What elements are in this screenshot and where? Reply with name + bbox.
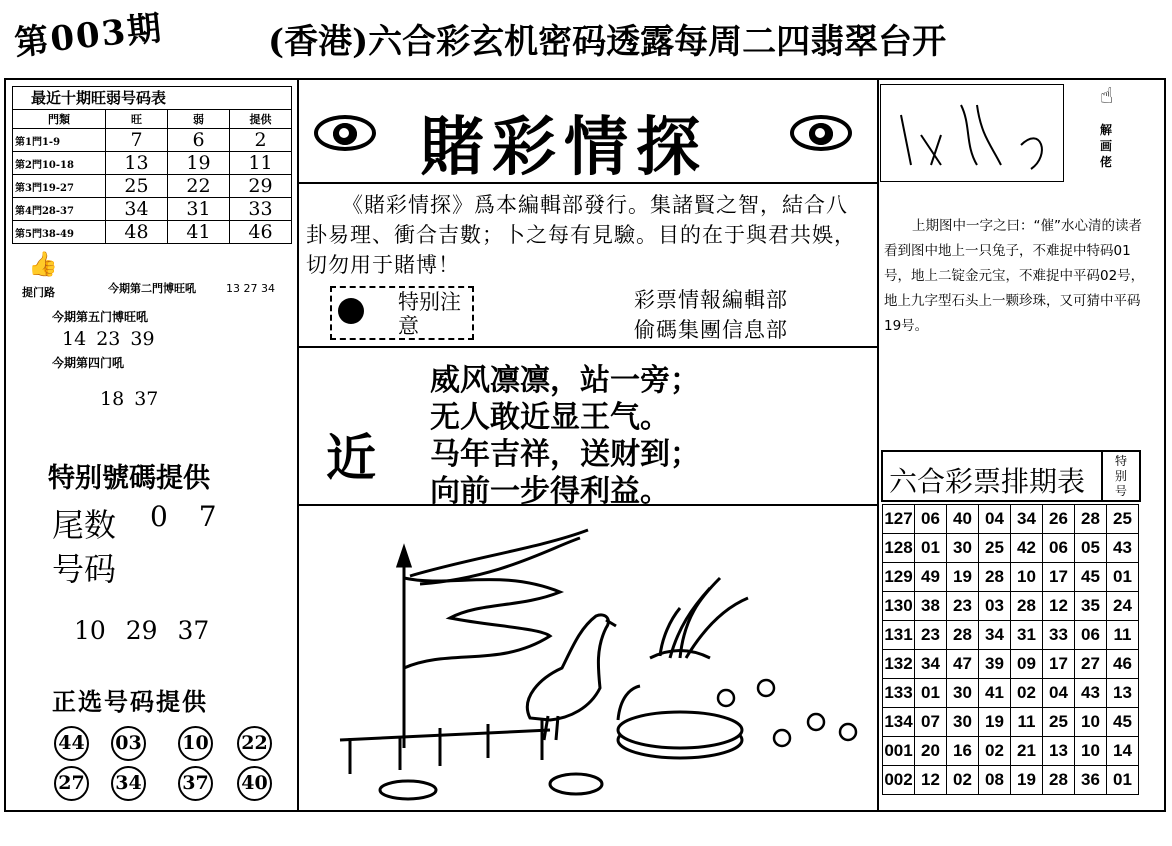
ball: 40 xyxy=(237,766,272,801)
number-cell: 46 xyxy=(1107,650,1139,679)
number-cell: 33 xyxy=(1043,621,1075,650)
department-1: 彩票情報編輯部 xyxy=(634,288,788,312)
number-cell: 43 xyxy=(1107,534,1139,563)
poem xyxy=(430,362,700,510)
number-cell: 30 xyxy=(947,708,979,737)
number-cell: 25 xyxy=(979,534,1011,563)
number-cell: 10 xyxy=(1075,708,1107,737)
ball: 22 xyxy=(237,726,272,761)
number-cell: 43 xyxy=(1075,679,1107,708)
table-row xyxy=(883,621,1139,650)
history-table xyxy=(12,109,292,244)
table-row xyxy=(13,221,292,244)
number-cell: 06 xyxy=(1075,621,1107,650)
table-row xyxy=(13,198,292,221)
number-cell: 28 xyxy=(1011,592,1043,621)
number-cell: 13 xyxy=(1107,679,1139,708)
number-cell: 35 xyxy=(1075,592,1107,621)
number-cell: 19 xyxy=(979,708,1011,737)
table-row xyxy=(883,563,1139,592)
number-cell: 01 xyxy=(915,679,947,708)
tip-line-3-numbers: 18 37 xyxy=(100,388,159,410)
column-header: 弱 xyxy=(168,110,230,129)
number-cell: 45 xyxy=(1075,563,1107,592)
number-cell: 06 xyxy=(1043,534,1075,563)
table-cell: 11 xyxy=(230,152,292,175)
row-label: 第4門28-37 xyxy=(13,198,106,221)
number-cell: 31 xyxy=(1011,621,1043,650)
logo-text: 賭彩情探 xyxy=(420,110,708,185)
number-cell: 14 xyxy=(1107,737,1139,766)
number-cell: 02 xyxy=(947,766,979,795)
row-label: 第3門19-27 xyxy=(13,175,106,198)
ball: 10 xyxy=(178,726,213,761)
number-cell: 38 xyxy=(915,592,947,621)
number-cell: 08 xyxy=(979,766,1011,795)
number-cell: 01 xyxy=(1107,563,1139,592)
tip-line-3-label: 今期第四门吼 xyxy=(52,356,125,370)
number-cell: 10 xyxy=(1011,563,1043,592)
history-table-box xyxy=(12,86,292,244)
table-row xyxy=(883,534,1139,563)
tail-value: 0 7 xyxy=(150,500,217,533)
column-header: 門類 xyxy=(13,110,106,129)
table-row xyxy=(883,505,1139,534)
table-cell: 33 xyxy=(230,198,292,221)
ball: 44 xyxy=(54,726,89,761)
number-cell: 23 xyxy=(915,621,947,650)
table-cell: 31 xyxy=(168,198,230,221)
table-cell: 19 xyxy=(168,152,230,175)
table-cell: 34 xyxy=(106,198,168,221)
poem-line: 威风凛凛，站一旁； xyxy=(430,363,700,398)
row-label: 第5門38-49 xyxy=(13,221,106,244)
number-cell: 39 xyxy=(979,650,1011,679)
number-label: 号码 xyxy=(52,550,117,588)
number-cell: 04 xyxy=(1043,679,1075,708)
number-cell: 11 xyxy=(1011,708,1043,737)
eye-icon xyxy=(314,115,376,151)
number-cell: 05 xyxy=(1075,534,1107,563)
divider xyxy=(877,80,879,812)
number-cell: 11 xyxy=(1107,621,1139,650)
number-cell: 28 xyxy=(979,563,1011,592)
number-cell: 45 xyxy=(1107,708,1139,737)
number-cell: 16 xyxy=(947,737,979,766)
number-cell: 01 xyxy=(915,534,947,563)
issue-number: 第003期 xyxy=(12,8,166,64)
table-cell: 25 xyxy=(106,175,168,198)
table-row xyxy=(883,766,1139,795)
table-cell: 48 xyxy=(106,221,168,244)
poem-line: 向前一步得利益。 xyxy=(430,474,670,509)
number-cell: 23 xyxy=(947,592,979,621)
issue-cell: 134 xyxy=(883,708,915,737)
number-cell: 34 xyxy=(915,650,947,679)
number-cell: 25 xyxy=(1043,708,1075,737)
ball: 34 xyxy=(111,766,146,801)
number-cell: 28 xyxy=(947,621,979,650)
schedule-tag: 特别号 xyxy=(1115,454,1128,498)
intro-text: 《賭彩情探》爲本編輯部發行。集諸賢之智，結合八卦易理、衝合吉數；卜之每有見驗。目的在于與君共娛，切勿用于賭博！ xyxy=(306,193,856,277)
issue-cell: 127 xyxy=(883,505,915,534)
table-row xyxy=(883,592,1139,621)
number-cell: 10 xyxy=(1075,737,1107,766)
number-cell: 07 xyxy=(915,708,947,737)
number-cell: 01 xyxy=(1107,766,1139,795)
number-cell: 28 xyxy=(1043,766,1075,795)
number-cell: 41 xyxy=(979,679,1011,708)
history-header-row xyxy=(13,110,292,129)
number-cell: 13 xyxy=(1043,737,1075,766)
riddle-sketch xyxy=(881,85,1063,181)
number-cell: 12 xyxy=(1043,592,1075,621)
issue-cell: 130 xyxy=(883,592,915,621)
number-cell: 03 xyxy=(979,592,1011,621)
table-cell: 6 xyxy=(168,129,230,152)
schedule-title: 六合彩票排期表 xyxy=(889,465,1086,498)
number-cell: 26 xyxy=(1043,505,1075,534)
row-label: 第2門10-18 xyxy=(13,152,106,175)
page-title: (香港)六合彩玄机密码透露每周二四翡翠台开 xyxy=(268,22,947,62)
schedule-tag-box xyxy=(1103,450,1141,502)
column-header: 提供 xyxy=(230,110,292,129)
thumbs-up-icon: 👍 xyxy=(28,250,58,278)
table-cell: 13 xyxy=(106,152,168,175)
number-cell: 12 xyxy=(915,766,947,795)
issue-cell: 002 xyxy=(883,766,915,795)
number-cell: 40 xyxy=(947,505,979,534)
number-cell: 21 xyxy=(1011,737,1043,766)
riddle-label: 解画佬 xyxy=(1100,123,1113,169)
issue-cell: 131 xyxy=(883,621,915,650)
department-2: 偷碼集團信息部 xyxy=(634,318,788,342)
number-cell: 30 xyxy=(947,534,979,563)
tip-line-2-label: 今期第五门博旺吼 xyxy=(52,310,149,324)
number-cell: 17 xyxy=(1043,650,1075,679)
schedule-title-box xyxy=(881,450,1103,502)
table-row xyxy=(13,175,292,198)
ball: 27 xyxy=(54,766,89,801)
table-cell: 46 xyxy=(230,221,292,244)
issue-cell: 128 xyxy=(883,534,915,563)
number-cell: 02 xyxy=(1011,679,1043,708)
issue-cell: 001 xyxy=(883,737,915,766)
issue-cell: 133 xyxy=(883,679,915,708)
number-cell: 30 xyxy=(947,679,979,708)
notice-box xyxy=(330,286,474,340)
riddle-text: 上期图中一字之曰：“催”水心清的读者看到图中地上一只兔子，不难捉中特码01号，地上二锭金元宝，不难捉中平码02号，地上九字型石头上一颗珍珠，又可猜中平码19号。 xyxy=(884,218,1145,334)
column-header: 旺 xyxy=(106,110,168,129)
special-title: 特别號碼提供 xyxy=(48,463,210,494)
pointing-hand-icon: ☝ xyxy=(1100,84,1114,109)
number-cell: 17 xyxy=(1043,563,1075,592)
table-cell: 29 xyxy=(230,175,292,198)
ball: 37 xyxy=(178,766,213,801)
table-row xyxy=(883,679,1139,708)
table-row xyxy=(883,737,1139,766)
riddle-picture xyxy=(880,84,1064,182)
table-row xyxy=(13,129,292,152)
table-cell: 7 xyxy=(106,129,168,152)
number-cell: 20 xyxy=(915,737,947,766)
number-cell: 49 xyxy=(915,563,947,592)
table-cell: 22 xyxy=(168,175,230,198)
number-cell: 34 xyxy=(1011,505,1043,534)
issue-cell: 132 xyxy=(883,650,915,679)
poem-line: 无人敢近显王气。 xyxy=(430,400,670,435)
table-row xyxy=(13,152,292,175)
special-numbers: 10 29 37 xyxy=(74,616,210,645)
selection-title: 正选号码提供 xyxy=(52,688,208,716)
number-cell: 24 xyxy=(1107,592,1139,621)
notice-text: 特别注意 xyxy=(398,290,461,338)
bomb-icon xyxy=(338,298,364,324)
number-cell: 02 xyxy=(979,737,1011,766)
number-cell: 06 xyxy=(915,505,947,534)
crane-flag-illustration xyxy=(300,508,876,810)
number-cell: 19 xyxy=(1011,766,1043,795)
row-label: 第1門1-9 xyxy=(13,129,106,152)
number-cell: 47 xyxy=(947,650,979,679)
number-cell: 27 xyxy=(1075,650,1107,679)
history-table-title: 最近十期旺弱号码表 xyxy=(12,86,292,109)
number-cell: 34 xyxy=(979,621,1011,650)
table-cell: 2 xyxy=(230,129,292,152)
number-cell: 19 xyxy=(947,563,979,592)
tip-line-2-numbers: 14 23 39 xyxy=(62,328,155,350)
number-cell: 42 xyxy=(1011,534,1043,563)
table-row xyxy=(883,708,1139,737)
ball: 03 xyxy=(111,726,146,761)
tip-line-1-label: 今期第二門博旺吼 xyxy=(108,282,196,295)
poem-line: 马年吉祥，送财到； xyxy=(430,437,700,472)
number-cell: 04 xyxy=(979,505,1011,534)
number-cell: 28 xyxy=(1075,505,1107,534)
number-cell: 09 xyxy=(1011,650,1043,679)
number-cell: 25 xyxy=(1107,505,1139,534)
tail-label: 尾数 xyxy=(52,506,117,544)
number-cell: 36 xyxy=(1075,766,1107,795)
issue-cell: 129 xyxy=(883,563,915,592)
tip-line-1-numbers: 13 27 34 xyxy=(226,282,275,295)
eye-icon xyxy=(790,115,852,151)
table-cell: 41 xyxy=(168,221,230,244)
poem-key-character: 近 xyxy=(326,428,376,487)
table-row xyxy=(883,650,1139,679)
schedule-table xyxy=(882,504,1139,795)
tips-label: 提门路 xyxy=(22,286,55,299)
